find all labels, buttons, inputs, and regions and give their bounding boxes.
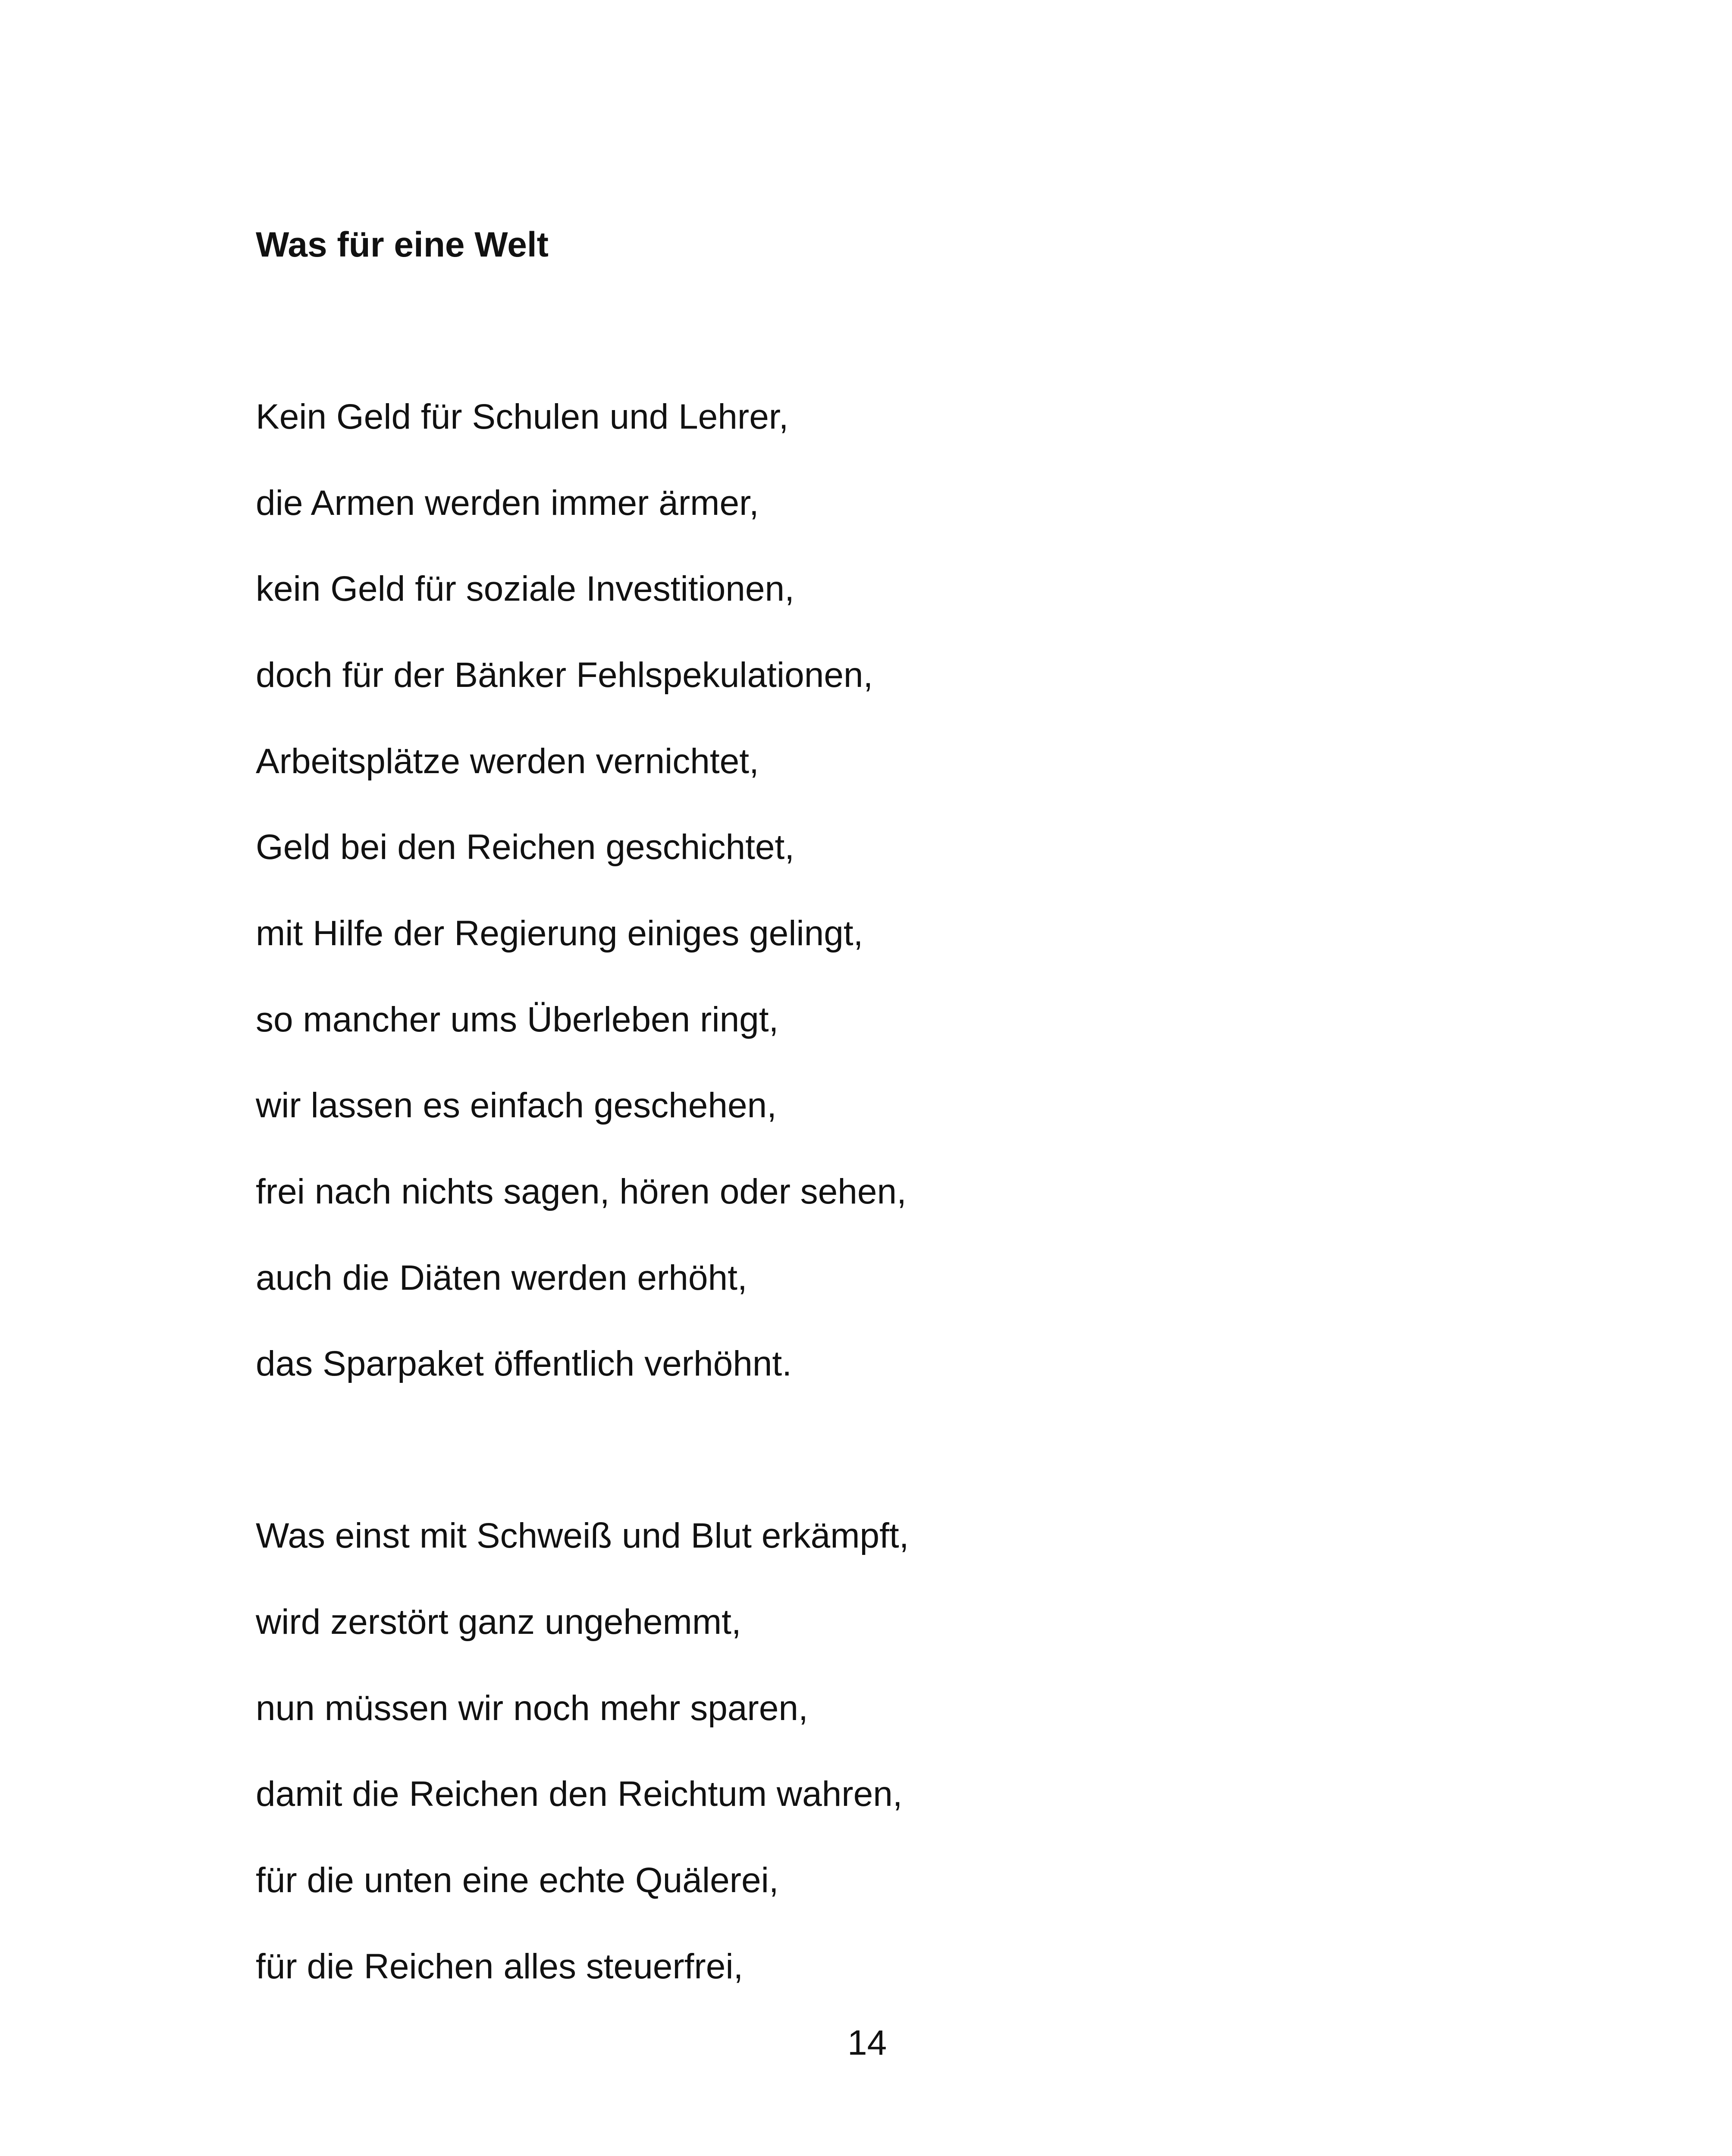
poem-line: Kein Geld für Schulen und Lehrer, (256, 397, 789, 436)
poem-line: das Sparpaket öffentlich verhöhnt. (256, 1344, 792, 1383)
poem-line: nun müssen wir noch mehr sparen, (256, 1689, 808, 1728)
poem-line: für die unten eine echte Quälerei, (256, 1861, 779, 1900)
poem-line: so mancher ums Überleben ringt, (256, 1000, 779, 1039)
poem-line: Arbeitsplätze werden vernichtet, (256, 742, 759, 781)
poem-line: Was einst mit Schweiß und Blut erkämpft, (256, 1516, 909, 1555)
poem-line: damit die Reichen den Reichtum wahren, (256, 1774, 903, 1814)
poem-line: auch die Diäten werden erhöht, (256, 1258, 747, 1297)
poem-line: Geld bei den Reichen geschichtet, (256, 827, 795, 867)
poem-line: doch für der Bänker Fehlspekulationen, (256, 655, 873, 695)
poem-line: mit Hilfe der Regierung einiges gelingt, (256, 914, 863, 953)
poem-line: für die Reichen alles steuerfrei, (256, 1947, 744, 1986)
poem-line: frei nach nichts sagen, hören oder sehen, (256, 1172, 907, 1211)
poem-line: wir lassen es einfach geschehen, (256, 1086, 777, 1125)
poem-title: Was für eine Welt (256, 225, 549, 264)
poem-line: wird zerstört ganz ungehemmt, (256, 1602, 741, 1642)
poem-line: kein Geld für soziale Investitionen, (256, 569, 794, 608)
page-number: 14 (847, 2023, 887, 2062)
poem-line: die Armen werden immer ärmer, (256, 483, 759, 523)
